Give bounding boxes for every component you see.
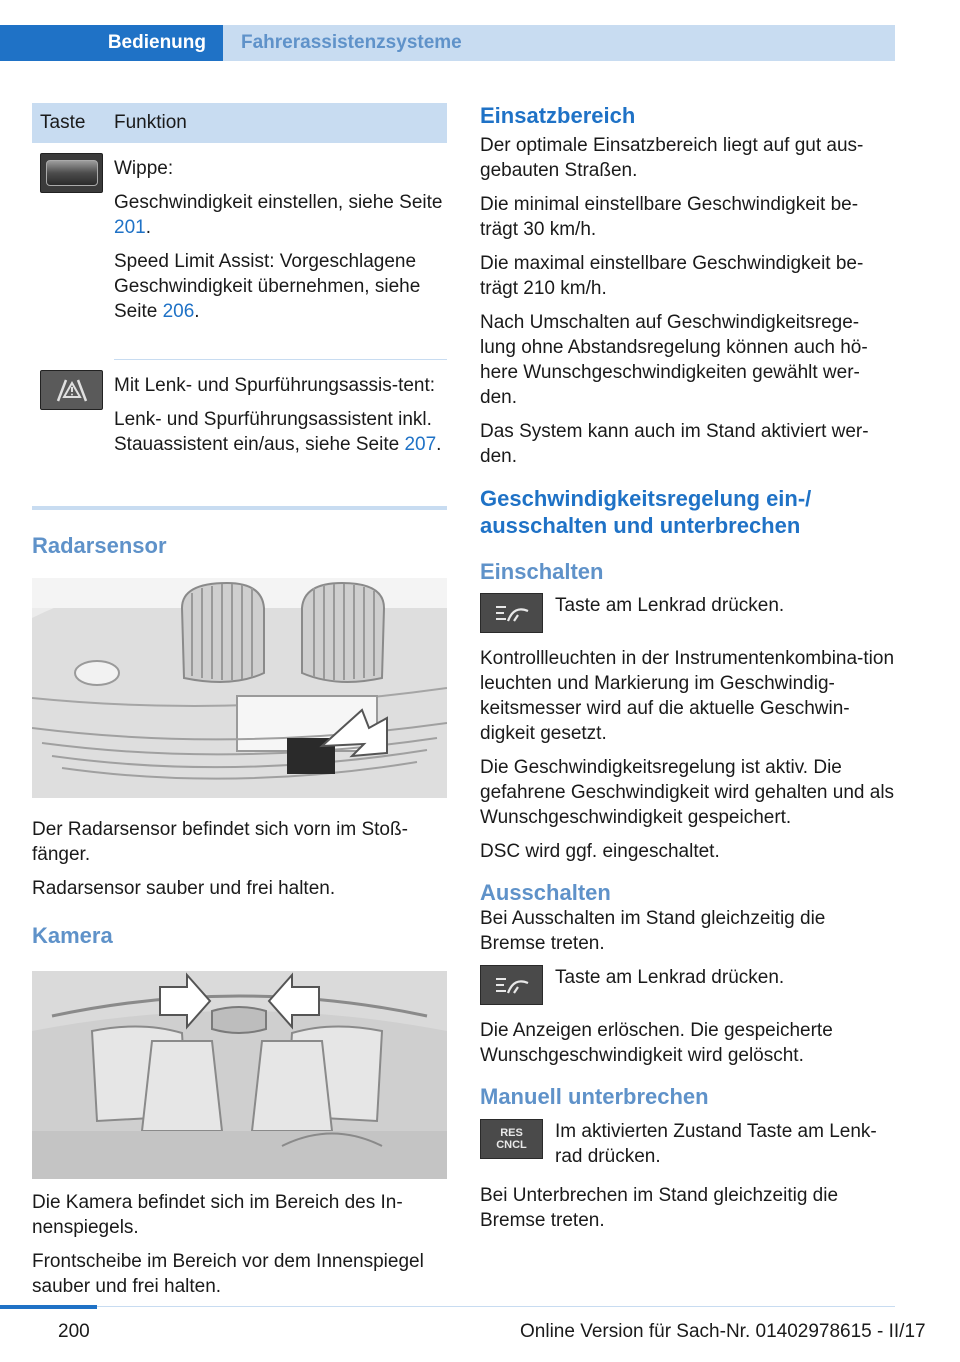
einschalten-paragraph-2: Die Geschwindigkeitsregelung ist aktiv. Die gefahrene Geschwindigkeit wird gehalten und als Wunschgeschwindigkeit gespeichert. — [480, 757, 895, 828]
header-tab-bedienung[interactable]: Bedienung — [0, 25, 223, 61]
einsatz-paragraph-5: Das System kann auch im Stand aktiviert wer-den. — [480, 421, 869, 467]
radar-paragraph-2: Radarsensor sauber und frei halten. — [32, 878, 336, 899]
unterbrechen-paragraph-1: Bei Unterbrechen im Stand gleichzeitig die Bremse treten. — [480, 1185, 839, 1231]
einsatz-paragraph-3: Die maximal einstellbare Geschwindigkeit be-trägt 210 km/h. — [480, 253, 864, 299]
kamera-paragraph-2: Frontscheibe im Bereich vor dem Innenspiegel sauber und frei halten. — [32, 1251, 424, 1297]
rocker-switch-icon — [40, 153, 103, 193]
einschalten-paragraph-1: Kontrollleuchten in der Instrumentenkombina-tion leuchten und Markierung im Geschwindig-keitsmesser wird auf die aktuelle Geschwin-digkeit gesetzt. — [480, 648, 895, 744]
right-column — [480, 103, 895, 1242]
link-page-206[interactable]: 206 — [162, 301, 195, 322]
ausschalten-text — [480, 906, 895, 956]
heading-einsatzbereich: Einsatzbereich — [480, 103, 636, 128]
radar-paragraph-1: Der Radarsensor befindet sich vorn im Stoß-fänger. — [32, 819, 408, 865]
unterbrechen-text — [480, 1183, 895, 1233]
lane-assist-label: Mit Lenk- und Spurführungsassis-tent: — [114, 375, 436, 396]
kamera-text — [32, 1190, 447, 1299]
ausschalten-button-row — [480, 965, 895, 1005]
rocker-desc-1: Geschwindigkeit einstellen, siehe Seite 201. — [114, 192, 443, 238]
link-page-207[interactable]: 207 — [404, 434, 437, 455]
einschalten-text — [480, 646, 895, 864]
radar-text — [32, 817, 447, 901]
heading-manuell-unterbrechen: Manuell unterbrechen — [480, 1084, 709, 1109]
table-header-function: Funktion — [114, 112, 187, 133]
radar-sensor-illustration — [32, 578, 447, 798]
ausschalten-button-text: Taste am Lenkrad drücken. — [555, 967, 785, 988]
table-bottom-rule — [32, 506, 447, 510]
footer-accent-bar — [0, 1305, 97, 1309]
ausschalten-paragraph-1: Bei Ausschalten im Stand gleichzeitig die Bremse treten. — [480, 908, 826, 954]
kamera-paragraph-1: Die Kamera befindet sich im Bereich des In-nenspiegels. — [32, 1192, 403, 1238]
ausschalten-text-2 — [480, 1018, 895, 1068]
heading-geschwindigkeitsregelung: Geschwindigkeitsregelung ein-/ ausschalten und unterbrechen — [480, 486, 812, 538]
online-version-note: Online Version für Sach-Nr. 01402978615 - II/17 — [520, 1321, 926, 1342]
heading-ausschalten: Ausschalten — [480, 880, 611, 905]
unterbrechen-button-row — [480, 1119, 895, 1169]
einsatz-text — [480, 133, 895, 469]
lane-assist-icon — [40, 370, 103, 410]
rocker-desc-2: Speed Limit Assist: Vorgeschlagene Geschwindigkeit übernehmen, siehe Seite 206. — [114, 251, 421, 322]
camera-illustration — [32, 971, 447, 1179]
left-column — [32, 103, 447, 1308]
heading-kamera: Kamera — [32, 923, 113, 948]
einsatz-paragraph-1: Der optimale Einsatzbereich liegt auf gut aus-gebauten Straßen. — [480, 135, 864, 181]
unterbrechen-button-text: Im aktivierten Zustand Taste am Lenk-rad drücken. — [555, 1121, 877, 1167]
table-header — [32, 103, 447, 143]
footer-rule — [97, 1306, 895, 1307]
page-number: 200 — [58, 1321, 90, 1342]
heading-einschalten: Einschalten — [480, 559, 604, 584]
lane-assist-desc: Lenk- und Spurführungsassistent inkl. Stauassistent ein/aus, siehe Seite 207. — [114, 409, 442, 455]
table-header-key: Taste — [40, 112, 86, 133]
ausschalten-paragraph-2: Die Anzeigen erlöschen. Die gespeicherte Wunschgeschwindigkeit wird gelöscht. — [480, 1020, 833, 1066]
cruise-control-off-button-icon[interactable] — [480, 965, 543, 1005]
link-page-201[interactable]: 201 — [114, 217, 146, 238]
res-cncl-button[interactable]: RES CNCL — [480, 1119, 543, 1159]
header-tab-fahrerassistenzsysteme[interactable]: Fahrerassistenzsysteme — [223, 25, 895, 61]
einschalten-button-text: Taste am Lenkrad drücken. — [555, 595, 785, 616]
einsatz-paragraph-2: Die minimal einstellbare Geschwindigkeit be-trägt 30 km/h. — [480, 194, 859, 240]
table-row-rocker — [32, 143, 447, 359]
einschalten-button-row — [480, 593, 895, 633]
table-row-lane-assist — [32, 360, 447, 492]
einschalten-paragraph-3: DSC wird ggf. eingeschaltet. — [480, 841, 720, 862]
rocker-label: Wippe: — [114, 158, 174, 179]
heading-radarsensor: Radarsensor — [32, 533, 167, 558]
cruise-control-button-icon[interactable] — [480, 593, 543, 633]
einsatz-paragraph-4: Nach Umschalten auf Geschwindigkeitsrege-lung ohne Abstandsregelung können auch hö-here Wunschgeschwindigkeiten gewählt wer-den. — [480, 312, 868, 408]
